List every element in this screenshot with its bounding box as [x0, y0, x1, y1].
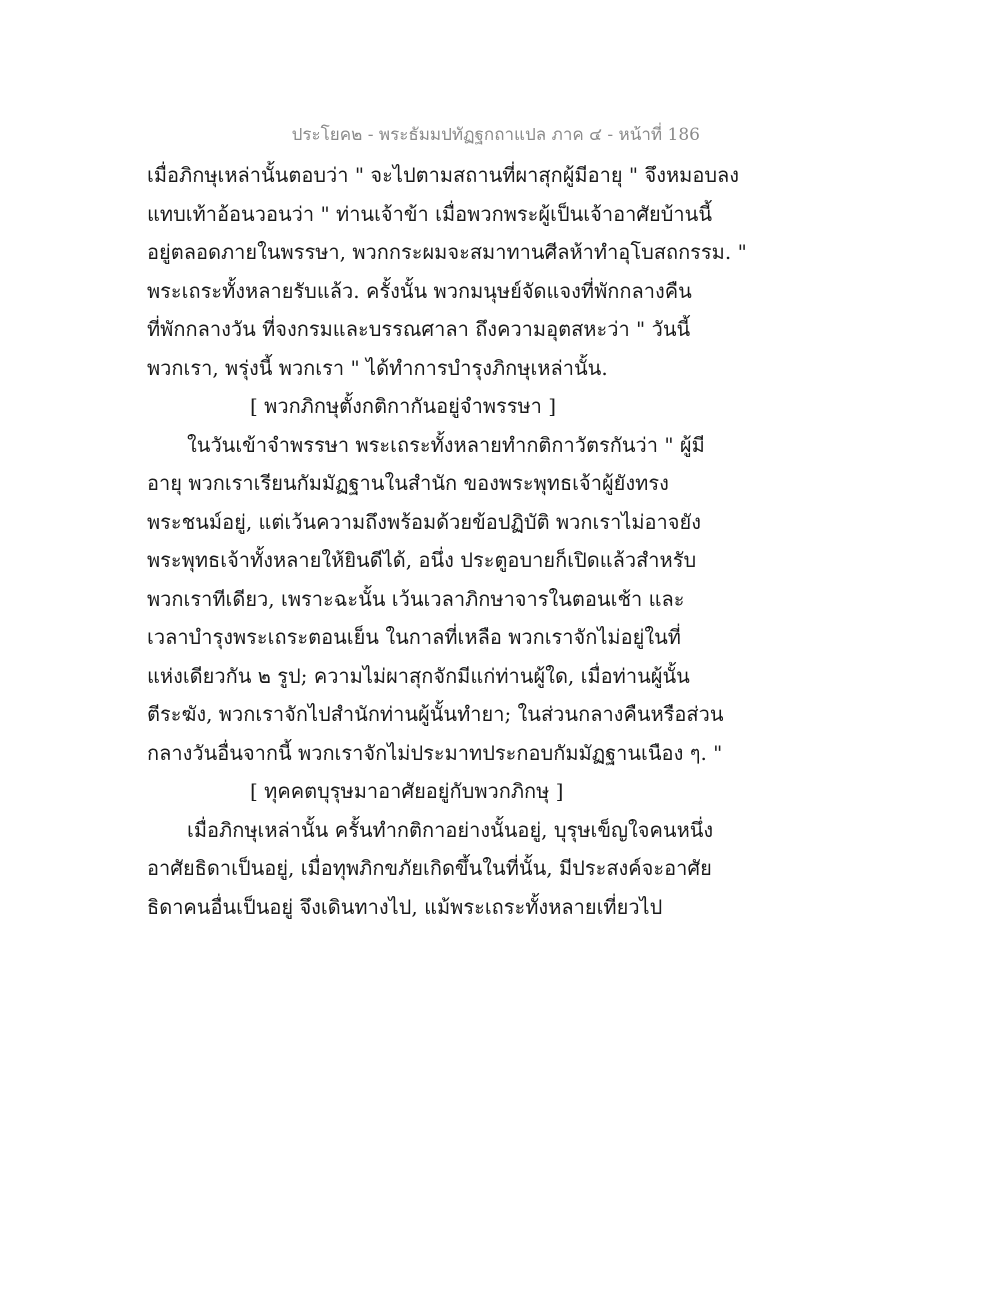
text-line: อายุ พวกเราเรียนกัมมัฏฐานในสำนัก ของพระพุทธเจ้าผู้ยังทรง	[147, 471, 669, 495]
text-line: อาศัยธิดาเป็นอยู่, เมื่อทุพภิกขภัยเกิดขึ้นในที่นั้น, มีประสงค์จะอาศัย	[147, 856, 712, 880]
body-text	[147, 156, 747, 926]
text-line: เมื่อภิกษุเหล่านั้น ครั้นทำกติกาอย่างนั้นอยู่, บุรุษเข็ญใจคนหนึ่ง	[187, 817, 714, 842]
text-line: พวกเราทีเดียว, เพราะฉะนั้น เว้นเวลาภิกษาจารในตอนเช้า และ	[147, 586, 685, 611]
section-heading: [ พวกภิกษุตั้งกติกากันอยู่จำพรรษา ]	[250, 394, 557, 418]
text-line: แห่งเดียวกัน ๒ รูป; ความไม่ผาสุกจักมีแก่ท่านผู้ใด, เมื่อท่านผู้นั้น	[147, 663, 690, 688]
text-line: กลางวันอื่นจากนี้ พวกเราจักไม่ประมาทประกอบกัมมัฏฐานเนือง ๆ. "	[147, 740, 723, 765]
text-line: ที่พักกลางวัน ที่จงกรมและบรรณศาลา ถึงความอุตสหะว่า " วันนี้	[147, 317, 691, 341]
text-line: เวลาบำรุงพระเถระตอนเย็น ในกาลที่เหลือ พวกเราจักไม่อยู่ในที่	[147, 625, 681, 649]
text-line: แทบเท้าอ้อนวอนว่า " ท่านเจ้าข้า เมื่อพวกพระผู้เป็นเจ้าอาศัยบ้านนี้	[147, 201, 712, 226]
text-line: พระพุทธเจ้าทั้งหลายให้ยินดีได้, อนึ่ง ประตูอบายก็เปิดแล้วสำหรับ	[147, 548, 697, 572]
text-line: ในวันเข้าจำพรรษา พระเถระทั้งหลายทำกติกาวัตรกันว่า " ผู้มี	[187, 432, 705, 457]
running-header: ประโยค๒ - พระธัมมปทัฏฐกถาแปล ภาค ๔ - หน้าที่ 186	[291, 125, 700, 145]
text-line: เมื่อภิกษุเหล่านั้นตอบว่า " จะไปตามสถานที่ผาสุกผู้มีอายุ " จึงหมอบลง	[147, 163, 740, 187]
text-line: พวกเรา, พรุ่งนี้ พวกเรา " ได้ทำการบำรุงภิกษุเหล่านั้น.	[147, 355, 608, 380]
text-line: ตีระฆัง, พวกเราจักไปสำนักท่านผู้นั้นทำยา; ในส่วนกลางคืนหรือส่วน	[147, 702, 724, 726]
section-heading: [ ทุคคตบุรุษมาอาศัยอยู่กับพวกภิกษุ ]	[250, 779, 564, 803]
text-line: พระเถระทั้งหลายรับแล้ว. ครั้งนั้น พวกมนุษย์จัดแจงที่พักกลางคืน	[147, 278, 692, 303]
text-line: อยู่ตลอดภายในพรรษา, พวกกระผมจะสมาทานศีลห้าทำอุโบสถกรรม. "	[147, 240, 747, 264]
text-line: พระชนม์อยู่, แต่เว้นความถึงพร้อมด้วยข้อปฏิบัติ พวกเราไม่อาจยัง	[147, 509, 701, 534]
text-line: ธิดาคนอื่นเป็นอยู่ จึงเดินทางไป, แม้พระเถระทั้งหลายเที่ยวไป	[147, 894, 663, 919]
